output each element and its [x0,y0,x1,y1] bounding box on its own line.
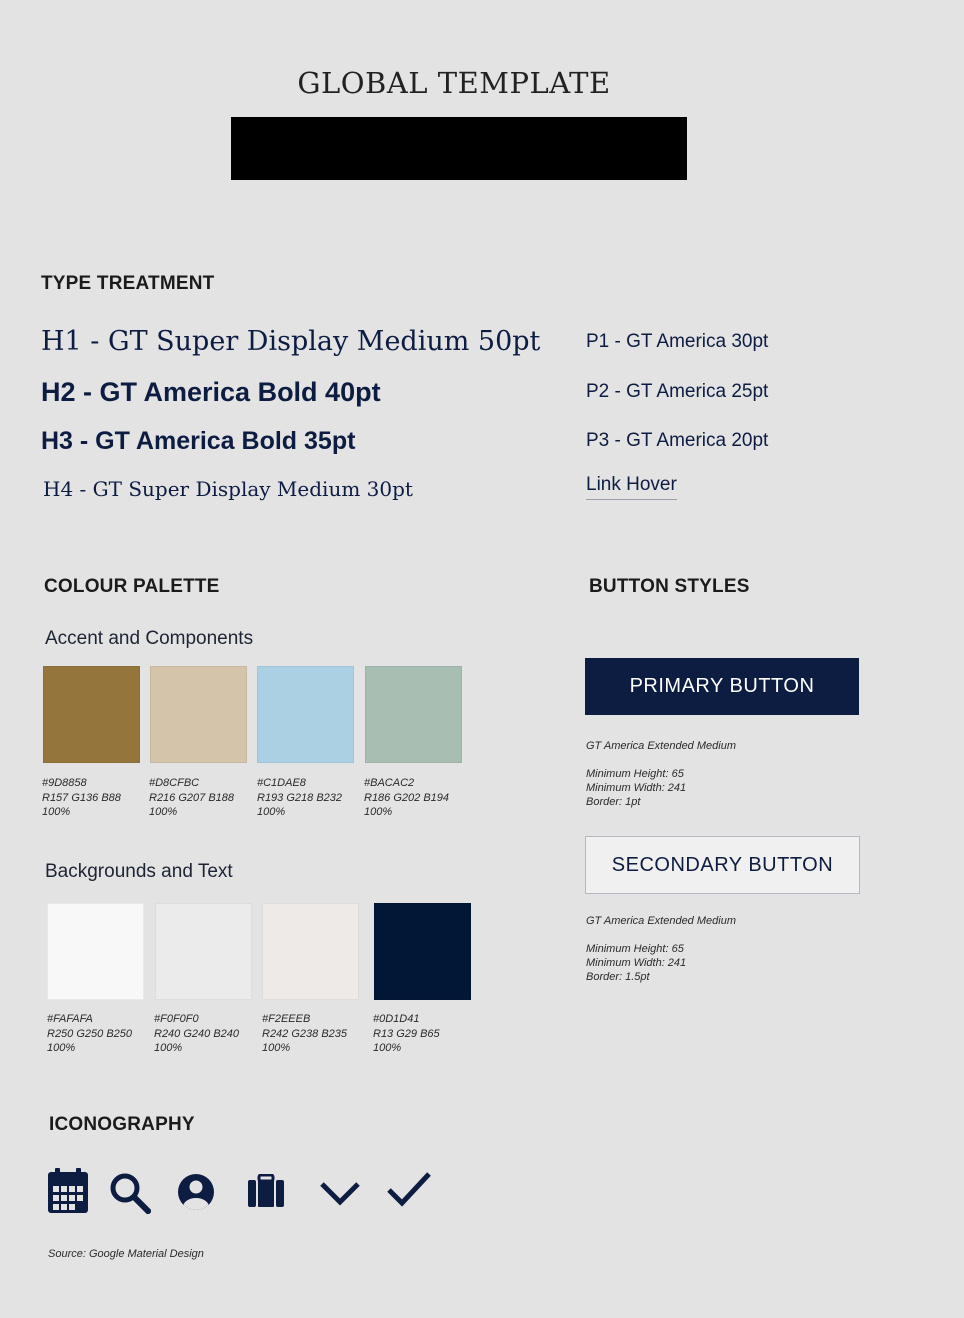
primary-button[interactable]: PRIMARY BUTTON [585,658,859,715]
accent-swatch [365,666,462,763]
swatch-opacity: 100% [373,1042,402,1054]
background-swatch [47,903,144,1000]
accent-swatch [43,666,140,763]
search-icon[interactable] [109,1172,151,1214]
swatch-rgb: R13 G29 B65 [373,1027,440,1040]
swatch-opacity: 100% [42,806,71,818]
redacted-block [231,117,687,180]
swatch-label [42,776,152,820]
calendar-icon [46,1167,90,1215]
spec-min-height: Minimum Height: 65 [586,943,684,955]
h3-sample: H3 - GT America Bold 35pt [41,427,356,455]
p2-sample: P2 - GT America 25pt [586,381,769,402]
account-icon[interactable] [177,1173,215,1211]
swatch-label [149,776,259,820]
swatch-opacity: 100% [149,806,178,818]
secondary-button-font: GT America Extended Medium [586,915,736,927]
swatch-label [154,1012,264,1056]
swatch-hex: #C1DAE8 [257,777,306,789]
swatch-label [373,1012,483,1056]
swatch-label [262,1012,372,1056]
swatch-rgb: R193 G218 B232 [257,791,343,804]
iconography-heading: ICONOGRAPHY [49,1114,195,1135]
primary-button-font: GT America Extended Medium [586,740,736,752]
swatch-hex: #F2EEEB [262,1013,311,1025]
background-swatch [262,903,359,1000]
swatch-opacity: 100% [364,806,393,818]
button-styles-heading: BUTTON STYLES [589,576,750,597]
swatch-rgb: R242 G238 B235 [262,1027,348,1040]
accent-subheading: Accent and Components [45,628,254,649]
swatch-hex: #BACAC2 [364,777,415,789]
p1-sample: P1 - GT America 30pt [586,331,769,352]
spec-min-height: Minimum Height: 65 [586,768,684,780]
swatch-hex: #D8CFBC [149,777,200,789]
page-title: GLOBAL TEMPLATE [297,66,611,100]
primary-button-specs [586,767,686,809]
swatch-hex: #0D1D41 [373,1013,420,1025]
accent-swatch [150,666,247,763]
swatch-opacity: 100% [154,1042,183,1054]
backgrounds-subheading: Backgrounds and Text [45,861,233,882]
type-treatment-heading: TYPE TREATMENT [41,273,215,294]
briefcase-icon [247,1174,285,1208]
h2-sample: H2 - GT America Bold 40pt [41,377,381,407]
swatch-opacity: 100% [47,1042,76,1054]
swatch-hex: #FAFAFA [47,1013,93,1025]
swatch-opacity: 100% [262,1042,291,1054]
swatch-label [47,1012,157,1056]
swatch-hex: #F0F0F0 [154,1013,199,1025]
swatch-opacity: 100% [257,806,286,818]
background-swatch [374,903,471,1000]
h1-sample: H1 - GT Super Display Medium 50pt [41,326,541,357]
swatch-label [364,776,474,820]
spec-border: Border: 1.5pt [586,971,650,983]
accent-swatch [257,666,354,763]
secondary-button[interactable]: SECONDARY BUTTON [585,836,860,894]
p3-sample: P3 - GT America 20pt [586,430,769,451]
background-swatch [155,903,252,1000]
icon-source-note: Source: Google Material Design [48,1248,204,1260]
h4-sample: H4 - GT Super Display Medium 30pt [43,477,413,501]
swatch-rgb: R157 G136 B88 [42,791,121,804]
check-icon [386,1170,432,1208]
swatch-label [257,776,367,820]
spec-min-width: Minimum Width: 241 [586,782,687,794]
swatch-rgb: R216 G207 B188 [149,791,235,804]
spec-border: Border: 1pt [586,796,641,808]
link-hover-sample[interactable]: Link Hover [586,474,677,500]
chevron-down-icon[interactable] [319,1180,361,1206]
secondary-button-specs [586,942,686,984]
spec-min-width: Minimum Width: 241 [586,957,687,969]
swatch-hex: #9D8858 [42,777,87,789]
swatch-rgb: R240 G240 B240 [154,1027,240,1040]
swatch-rgb: R186 G202 B194 [364,791,450,804]
swatch-rgb: R250 G250 B250 [47,1027,133,1040]
colour-palette-heading: COLOUR PALETTE [44,576,220,597]
